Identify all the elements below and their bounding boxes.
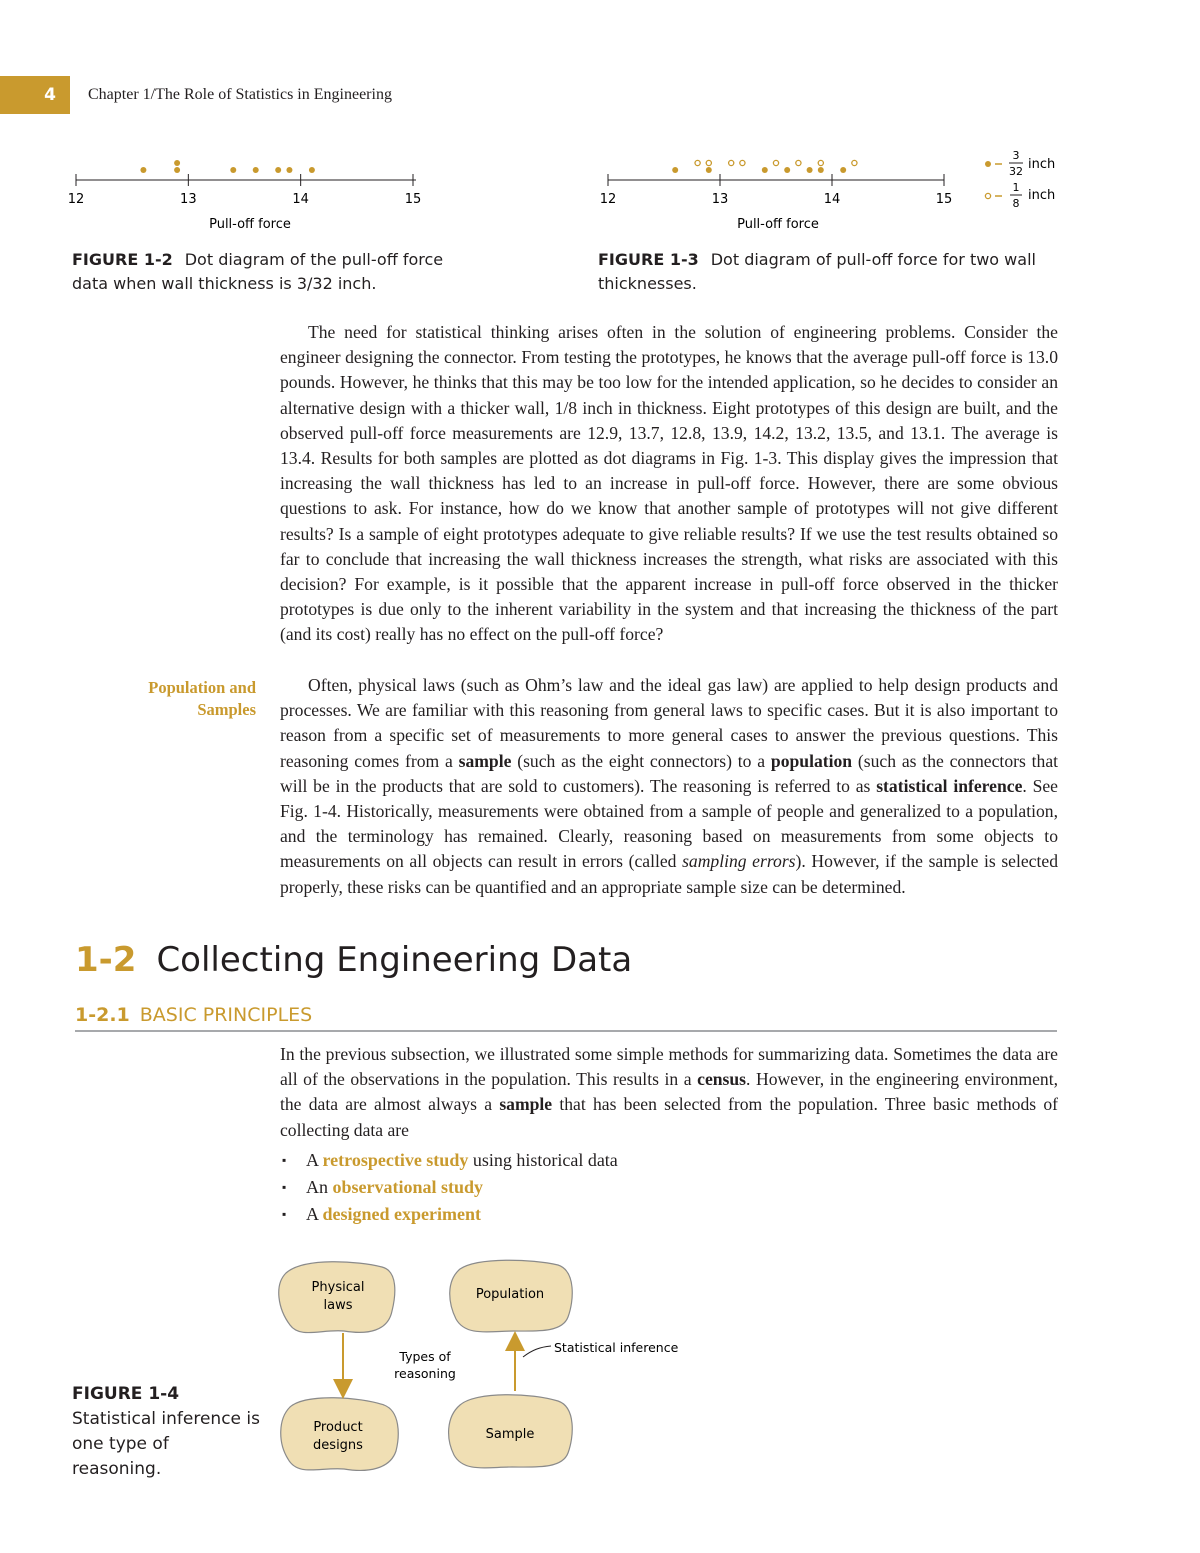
paragraph-population-samples: [280, 673, 1058, 900]
p2-text-a: Often, physical laws (such as Ohm’s law and the ideal gas law) are applied to help design products and processes. We are familiar with this reasoning from general laws to specific cases. But it is also important to reason from a specific set of measurements to more general cases to answer the previous questions. This reasoning comes from a: [280, 675, 1058, 771]
term-census: census: [697, 1069, 747, 1090]
margin-note-population-samples: [90, 677, 256, 721]
dot-3-32-inch: [174, 167, 180, 173]
fig3-axis-label: Pull-off force: [737, 217, 819, 232]
dot-1-8-inch: [796, 160, 801, 165]
fig3-ticks: [600, 174, 953, 207]
margin-note-line2: Samples: [197, 700, 256, 719]
list-item: ▪ A designed experiment: [282, 1201, 618, 1228]
list-item: ▪ An observational study: [282, 1174, 618, 1201]
term-designed-experiment: designed experiment: [322, 1204, 481, 1224]
page-number: 4: [0, 76, 70, 114]
fig3-legend: [985, 149, 1055, 210]
dot-3-32-inch: [286, 167, 292, 173]
fig2-axis-label: Pull-off force: [209, 217, 291, 232]
dot-3-32-inch: [818, 167, 824, 173]
inference-leader-line: [523, 1346, 551, 1357]
node-population-label: Population: [475, 1287, 545, 1302]
figure-1-3-dot-diagram: [598, 140, 1078, 240]
subsection-title: BASIC PRINCIPLES: [139, 1004, 313, 1026]
legend-open-dot: [985, 193, 990, 198]
axis-tick-label: 13: [180, 192, 197, 207]
figure-1-2-caption: [72, 248, 472, 296]
dot-3-32-inch: [309, 167, 315, 173]
p2-text-c: (such as the connectors that will be in the products that are sold to customers). The reasoning is referred to as: [280, 750, 1059, 796]
node-product-designs-line2: designs: [313, 1438, 363, 1453]
sp-text-c: that has been selected from the population. Three basic methods of collecting data are: [280, 1094, 1058, 1140]
legend-num-2: 1: [1012, 181, 1020, 194]
margin-note-line1: Population and: [148, 678, 256, 697]
figure-1-3-caption-text: Dot diagram of pull-off force for two wall thicknesses.: [598, 250, 1036, 293]
legend-unit-1: inch: [1028, 157, 1056, 172]
dot-3-32-inch: [275, 167, 281, 173]
dot-1-8-inch: [818, 160, 823, 165]
figure-1-4-caption: [72, 1382, 262, 1482]
dot-3-32-inch: [762, 167, 768, 173]
section-title: Collecting Engineering Data: [156, 940, 633, 980]
sp-text-a: In the previous subsection, we illustrated some simple methods for summarizing data. Sometimes the data are all of the observations in the population. This results in a: [280, 1044, 1058, 1090]
axis-tick-label: 13: [711, 192, 729, 207]
section-number: 1-2: [75, 940, 137, 980]
paragraph-basic-principles: [280, 1042, 1058, 1143]
term-observational-study: observational study: [332, 1177, 484, 1197]
dot-3-32-inch: [140, 167, 146, 173]
node-product-designs-line1: Product: [313, 1420, 363, 1435]
section-heading: [75, 935, 632, 985]
legend-filled-dot: [985, 161, 991, 167]
types-of-reasoning-line2: reasoning: [394, 1366, 456, 1381]
dot-1-8-inch: [729, 160, 734, 165]
legend-num-1: 3: [1012, 149, 1020, 162]
term-population: population: [770, 750, 853, 771]
axis-tick-label: 14: [292, 192, 309, 207]
subsection-heading: [75, 1001, 312, 1029]
term-statistical-inference: statistical inference: [876, 775, 1023, 796]
dot-3-32-inch: [784, 167, 790, 173]
figure-1-3-label: FIGURE 1-3: [598, 250, 699, 269]
subsection-rule: [75, 1030, 1057, 1032]
fig2-ticks: [68, 174, 422, 207]
figure-1-3-caption: [598, 248, 1068, 296]
types-of-reasoning-line1: Types of: [399, 1349, 451, 1364]
axis-tick-label: 14: [823, 192, 841, 207]
term-sample: sample: [458, 750, 512, 771]
dot-3-32-inch: [807, 167, 813, 173]
p2-text-e: ). However, if the sample is selected properly, these risks can be quantified and an appropriate sample size can be determined.: [280, 851, 1058, 897]
subsection-number: 1-2.1: [75, 1004, 130, 1026]
dot-3-32-inch: [672, 167, 678, 173]
legend-den-2: 8: [1012, 197, 1020, 210]
figure-1-2-label: FIGURE 1-2: [72, 250, 173, 269]
running-head: Chapter 1/The Role of Statistics in Engineering: [88, 86, 392, 103]
node-physical-laws-line1: Physical: [311, 1280, 365, 1295]
fig2-dots: [140, 160, 315, 173]
legend-unit-2: inch: [1028, 188, 1056, 203]
axis-tick-label: 15: [404, 192, 422, 207]
dot-3-32-inch: [230, 167, 236, 173]
dot-3-32-inch: [253, 167, 259, 173]
sp-text-b: . However, in the engineering environment, the data are almost always a: [280, 1069, 1058, 1115]
p2-text-b: (such as the eight connectors) to a: [511, 750, 771, 771]
term-retrospective-study: retrospective study: [322, 1150, 469, 1170]
figure-1-4-diagram: [270, 1255, 710, 1495]
figure-1-4-caption-text: Statistical inference is one type of reasoning.: [72, 1409, 260, 1479]
axis-tick-label: 15: [935, 192, 953, 207]
list-item: ▪ A retrospective study using historical data: [282, 1147, 618, 1174]
term-sample-2: sample: [499, 1094, 553, 1115]
figure-1-4-label: FIGURE 1-4: [72, 1384, 180, 1404]
axis-tick-label: 12: [599, 192, 617, 207]
paragraph-statistical-thinking: The need for statistical thinking arises often in the solution of engineering problems. Consider the engineer designing the connector. From testing the prototypes, he knows that the average pull-off force is 13.0 pounds. However, he thinks that this may be too low for the intended application, so he decides to consider an alternative design with a thicker wall, 1/8 inch in thickness. Eight prototypes of this design are built, and the observed pull-off force measurements are 12.9, 13.7, 12.8, 13.9, 14.2, 13.2, 13.5, and 13.1. The average is 13.4. Results for both samples are plotted as dot diagrams in Fig. 1-3. This display gives the impression that increasing the wall thickness has led to an increase in pull-off force. However, there are some obvious questions to ask. For instance, how do we know that another sample of prototypes will not give different results? Is a sample of eight prototypes adequate to give reliable results? If we use the test results obtained so far to conclude that increasing the wall thickness increases the strength, what risks are associated with this decision? For example, is it possible that the apparent increase in pull-off force observed in the thicker prototypes is due only to the inherent variability in the system and that increasing the thickness of the part (and its cost) really has no effect on the pull-off force?: [280, 322, 1058, 645]
legend-den-1: 32: [1009, 165, 1023, 178]
p2-text-d: . See Fig. 1-4. Historically, measurements were obtained from a sample of people and generalized to a population, and the terminology has remained. Clearly, reasoning based on measurements from some objects to measurements on all objects can result in errors (called: [280, 775, 1058, 872]
statistical-inference-label: Statistical inference: [554, 1340, 679, 1355]
dot-3-32-inch: [174, 160, 180, 166]
data-collection-methods-list: [282, 1147, 618, 1228]
dot-3-32-inch: [706, 167, 712, 173]
dot-1-8-inch: [695, 160, 700, 165]
node-sample-label: Sample: [485, 1427, 535, 1442]
fig3-dots: [672, 160, 857, 173]
dot-1-8-inch: [773, 160, 778, 165]
axis-tick-label: 12: [67, 192, 85, 207]
figure-1-2-dot-diagram: [67, 140, 430, 240]
dot-1-8-inch: [740, 160, 745, 165]
node-physical-laws-line2: laws: [323, 1298, 353, 1313]
dot-3-32-inch: [840, 167, 846, 173]
dot-1-8-inch: [706, 160, 711, 165]
figure-1-2-caption-text: Dot diagram of the pull-off force data when wall thickness is 3/32 inch.: [72, 250, 444, 293]
dot-1-8-inch: [852, 160, 857, 165]
term-sampling-errors: sampling errors: [682, 851, 796, 872]
